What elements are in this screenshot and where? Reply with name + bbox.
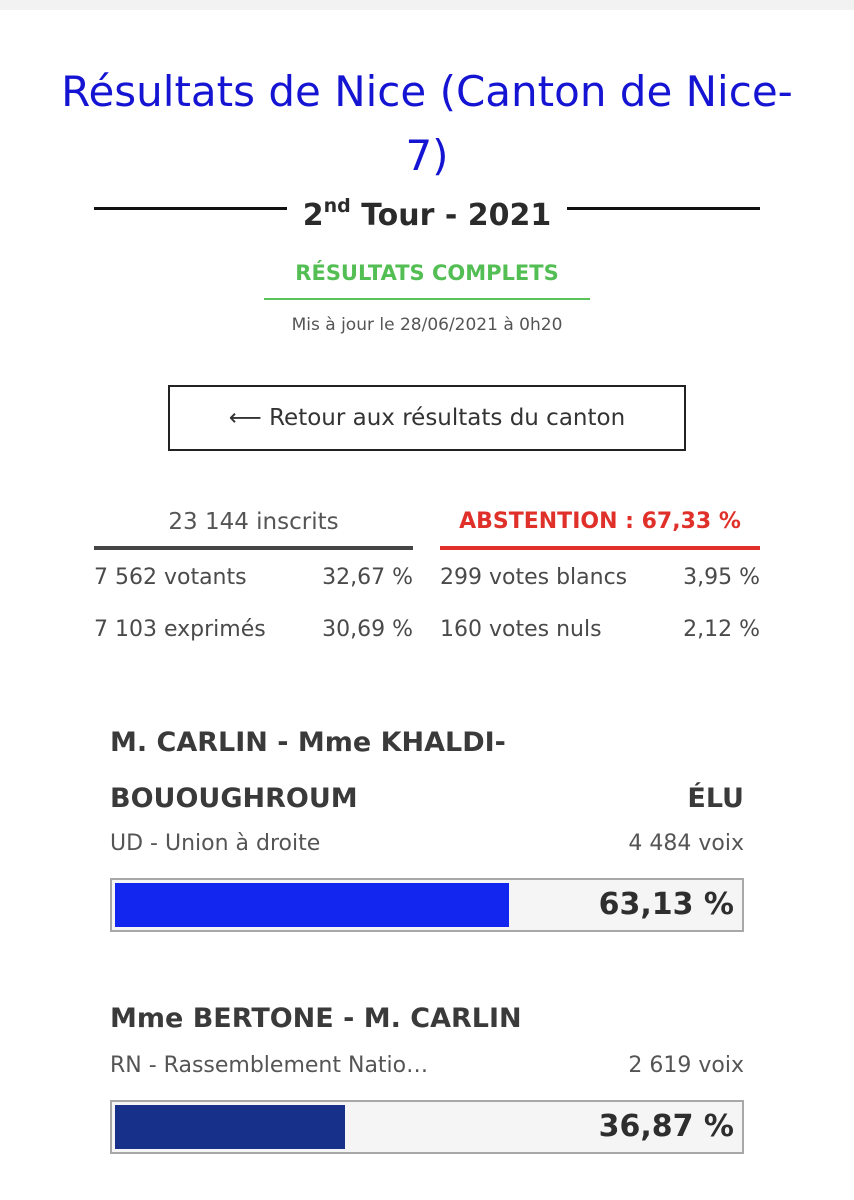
inscrits-header: 23 144 inscrits (94, 502, 413, 550)
candidate-1-party: UD - Union à droite (110, 831, 321, 856)
elected-badge: ÉLU (687, 783, 744, 814)
exprimes-percent: 30,69 % (322, 617, 413, 642)
votants-row (94, 558, 413, 598)
candidate-1-percent: 63,13 % (598, 887, 734, 922)
votants-label: 7 562 votants (94, 565, 247, 590)
candidate-2-name: Mme BERTONE - M. CARLIN (110, 1003, 522, 1034)
blancs-label: 299 votes blancs (440, 565, 628, 590)
candidate-2-bar-fill (115, 1105, 345, 1149)
candidate-1-name-line2: BOUOUGHROUM (110, 783, 358, 814)
blancs-percent: 3,95 % (683, 565, 760, 590)
candidate-1-name-line1: M. CARLIN - Mme KHALDI- (110, 727, 506, 758)
candidate-2-percent: 36,87 % (598, 1109, 734, 1144)
abstention-header: ABSTENTION : 67,33 % (440, 502, 760, 550)
candidate-2-party: RN - Rassemblement Natio… (110, 1053, 429, 1078)
round-label (94, 186, 760, 238)
votants-percent: 32,67 % (322, 565, 413, 590)
candidate-1-bar-fill (115, 883, 509, 927)
blancs-row (440, 558, 760, 598)
round-suffix: nd (323, 195, 351, 217)
candidate-1-votes: 4 484 voix (628, 831, 744, 856)
top-strip (0, 0, 854, 10)
candidate-2-votes: 2 619 voix (628, 1053, 744, 1078)
candidate-2-result-bar (110, 1100, 744, 1154)
round-ordinal: 2 (302, 198, 324, 233)
back-to-canton-button[interactable]: ⟵ Retour aux résultats du canton (168, 385, 686, 451)
exprimes-row (94, 610, 413, 650)
status-badge: RÉSULTATS COMPLETS (264, 254, 590, 300)
round-divider-right (567, 207, 760, 210)
update-timestamp: Mis à jour le 28/06/2021 à 0h20 (291, 315, 563, 335)
round-header (94, 182, 760, 234)
nuls-label: 160 votes nuls (440, 617, 602, 642)
candidate-1-result-bar (110, 878, 744, 932)
page-title: Résultats de Nice (Canton de Nice-7) (61, 67, 793, 181)
nuls-percent: 2,12 % (683, 617, 760, 642)
exprimes-label: 7 103 exprimés (94, 617, 266, 642)
nuls-row (440, 610, 760, 650)
round-text: Tour - 2021 (361, 198, 552, 233)
